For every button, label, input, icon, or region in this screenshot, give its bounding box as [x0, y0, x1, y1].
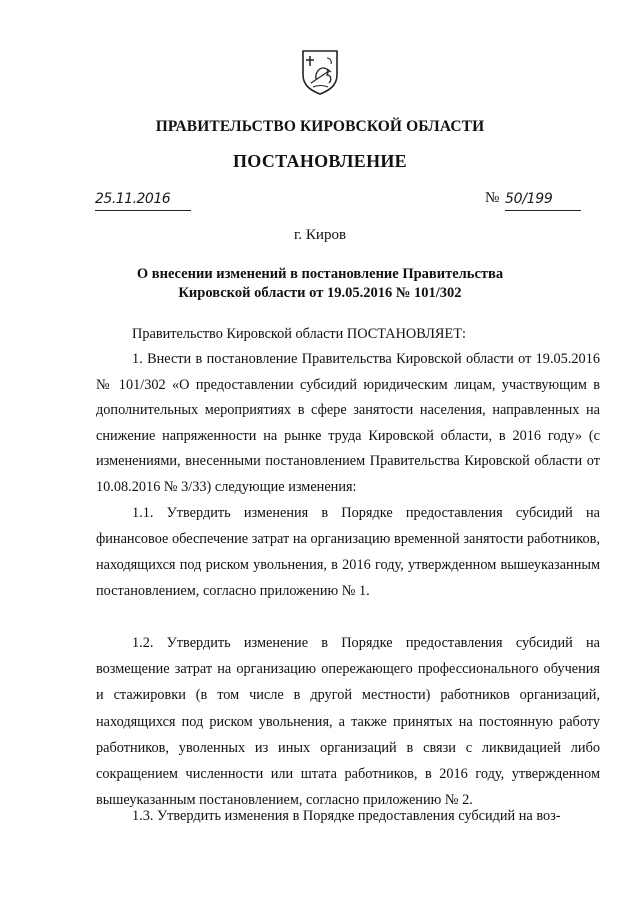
organization-title: ПРАВИТЕЛЬСТВО КИРОВСКОЙ ОБЛАСТИ	[155, 118, 485, 135]
item-1-3-paragraph: 1.3. Утвердить изменения в Порядке предоставления субсидий на воз-	[132, 808, 561, 824]
coat-of-arms-emblem	[301, 49, 339, 95]
item-1-2-paragraph: 1.2. Утвердить изменение в Порядке предоставления субсидий на возмещение затрат на организацию опережающего профессионального обучения и стажировки (в том числе в другой местности) работников организаций, находящихся под риском увольнения, а также принятых на постоянную работу работников, уволенных из иных организаций в связи с ликвидацией либо сокращением численности или штата работников, в 2016 году, утвержденном вышеуказанным постановлением, согласно приложению № 2.	[96, 635, 600, 809]
document-date: 25.11.2016	[95, 191, 191, 211]
document-number-label: №	[485, 190, 500, 206]
item-1-1-paragraph: 1.1. Утвердить изменения в Порядке предоставления субсидий на финансовое обеспечение затрат на организацию временной занятости работников, находящихся под риском увольнения, в 2016 году, утвержденном вышеуказанным постановлением, согласно приложению № 1.	[96, 505, 600, 599]
item-1-paragraph: 1. Внести в постановление Правительства Кировской области от 19.05.2016 № 101/302 «О предоставлении субсидий юридическим лицам, участвующим в дополнительных мероприятиях в сфере занятости населения, направленных на снижение напряженности на рынке труда Кировской области, в 2016 году» (с изменениями, внесенными постановлением Правительства Кировской области от 10.08.2016 № 3/33) следующие изменения:	[96, 351, 600, 495]
subject-line-1: О внесении изменений в постановление Правительства	[136, 266, 504, 282]
document-subject	[0, 265, 640, 303]
document-type-title: ПОСТАНОВЛЕНИЕ	[233, 151, 407, 171]
document-number: 50/199	[505, 191, 581, 211]
city-line: г. Киров	[293, 227, 347, 243]
subject-line-2: Кировской области от 19.05.2016 № 101/302	[178, 285, 462, 301]
intro-paragraph: Правительство Кировской области ПОСТАНОВЛЯЕТ:	[132, 326, 466, 342]
